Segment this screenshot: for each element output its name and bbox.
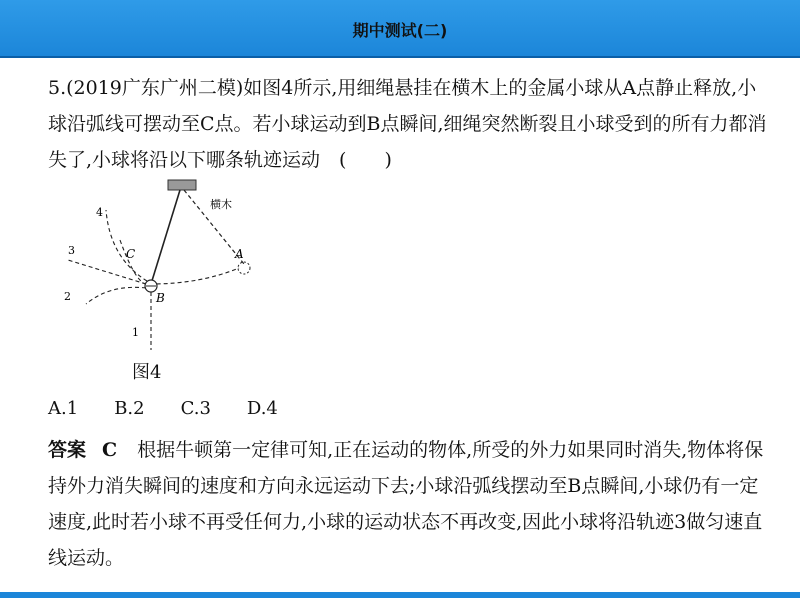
beam	[168, 180, 196, 190]
path-3-label: 3	[68, 244, 75, 257]
point-b-label: B	[156, 291, 165, 305]
footer-bar	[0, 592, 800, 598]
option-b: B.2	[114, 398, 145, 419]
answer-options	[48, 398, 314, 419]
figure-caption: 图4	[132, 362, 162, 383]
rope	[151, 190, 180, 284]
answer-section	[48, 432, 770, 576]
path-2-label: 2	[64, 290, 71, 303]
point-c-label: C	[126, 247, 136, 261]
page-title: 期中测试(二)	[352, 21, 448, 40]
option-d: D.4	[246, 398, 278, 419]
beam-label: 横木	[210, 198, 232, 211]
header-bar	[0, 0, 800, 58]
pendulum-diagram	[50, 178, 270, 353]
path-2	[86, 287, 146, 304]
ball-position-a	[238, 262, 250, 274]
option-c: C.3	[180, 398, 211, 419]
path-4-label: 4	[96, 206, 103, 219]
answer-label: 答案	[48, 439, 87, 461]
path-4	[106, 210, 147, 281]
answer-choice: C	[102, 439, 118, 461]
swing-arc	[120, 240, 239, 285]
answer-explanation: 根据牛顿第一定律可知,正在运动的物体,所受的外力如果同时消失,物体将保持外力消失瞬间的速度和方向永远运动下去;小球沿弧线摆动至B点瞬间,小球仍有一定速度,此时若小球不再受任何力,小球的运动状态不再改变,因此小球将沿轨迹3做匀速直线运动。	[48, 439, 764, 569]
path-1-label: 1	[132, 326, 139, 339]
question-text: 5.(2019广东广州二模)如图4所示,用细绳悬挂在横木上的金属小球从A点静止释放,小球沿弧线可摆动至C点。若小球运动到B点瞬间,细绳突然断裂且小球受到的所有力都消失了,小球将沿以下哪条轨迹运动 ( )	[48, 77, 767, 171]
point-a-label: A	[235, 247, 244, 261]
option-a: A.1	[48, 398, 79, 419]
